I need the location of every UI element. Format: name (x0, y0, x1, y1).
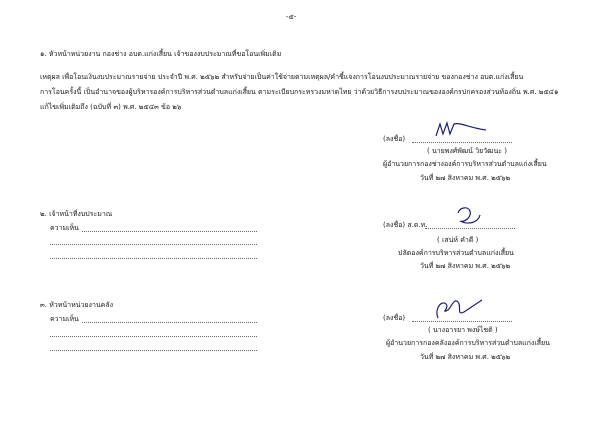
section2-name: ( เสน่ห์ คำดี ) (437, 236, 479, 244)
section2-heading: ๒. เจ้าหน้าที่งบประมาณ (40, 210, 113, 218)
section1-heading: ๑. หัวหน้าหน่วยงาน กองช่าง อบต.แก่งเสี้ยน เจ้าของงบประมาณที่ขอโอนเพิ่มเติม (40, 50, 282, 58)
section3-signature (428, 292, 488, 322)
section1-sign-label: (ลงชื่อ) (383, 135, 406, 143)
page-number: -๕- (286, 13, 297, 21)
section3-opinion-line1 (82, 322, 257, 323)
section2-opinion-line3 (50, 258, 257, 259)
section3-name: ( นางอารยา พงษ์ไชติ ) (428, 326, 498, 334)
section2-date: วันที่ ๒๗ สิงหาคม พ.ศ. ๒๕๖๒ (420, 262, 511, 270)
section1-position: ผู้อำนวยการกองช่างองค์การบริหารส่วนตำบลแก่งเสี้ยน (383, 160, 547, 168)
section3-opinion-line2 (50, 336, 257, 337)
section2-opinion-label: ความเห็น (50, 224, 79, 232)
section2-sign-label: (ลงชื่อ) ส.ต.ท. (383, 221, 428, 229)
section3-heading: ๓. หัวหน้าหน่วยงานคลัง (40, 301, 114, 309)
section3-sign-label: (ลงชื่อ) (383, 314, 406, 322)
section3-date: วันที่ ๒๗ สิงหาคม พ.ศ. ๒๕๖๒ (420, 353, 511, 361)
section2-position: ปลัดองค์การบริหารส่วนตำบลแก่งเสี้ยน (398, 249, 514, 257)
section3-opinion-label: ความเห็น (50, 315, 79, 323)
section1-reason-line1: เหตุผล เพื่อโอนเงินงบประมาณรายจ่าย ประจำปี พ.ศ. ๒๕๖๒ สำหรับจ่ายเป็นค่าใช้จ่ายตามเหตุผล/คำชี้แจงการโอนงบประมาณรายจ่าย ของกองช่าง อบต.แก่งเสี้ยน (40, 73, 524, 81)
section2-opinion-line1 (82, 231, 257, 232)
section1-name: ( นายพงศ์พัฒน์ วิยวัฒนะ ) (427, 147, 507, 155)
section2-opinion-line2 (50, 244, 257, 245)
section3-opinion-line3 (50, 350, 257, 351)
section2-signature (450, 203, 490, 229)
section1-date: วันที่ ๒๗ สิงหาคม พ.ศ. ๒๕๖๒ (420, 174, 511, 182)
section1-reason-line2: การโอนครั้งนี้ เป็นอำนาจของผู้บริหารองค์การบริหารส่วนตำบลแก่งเสี้ยน ตามระเบียบกระทรวงมหาดไทย ว่าด้วยวิธีการงบประมาณขององค์กรปกครองส่วนท้องถิ่น พ.ศ. ๒๕๔๑ (40, 88, 559, 96)
section3-position: ผู้อำนวยการกองคลังองค์การบริหารส่วนตำบลแก่งเสี้ยน (386, 339, 550, 347)
section1-reason-line3: แก้ไขเพิ่มเติมถึง (ฉบับที่ ๓) พ.ศ. ๒๕๔๓ ข้อ ๒๖ (40, 103, 182, 111)
section1-signature (430, 118, 490, 142)
section1-signature-line (412, 142, 512, 143)
